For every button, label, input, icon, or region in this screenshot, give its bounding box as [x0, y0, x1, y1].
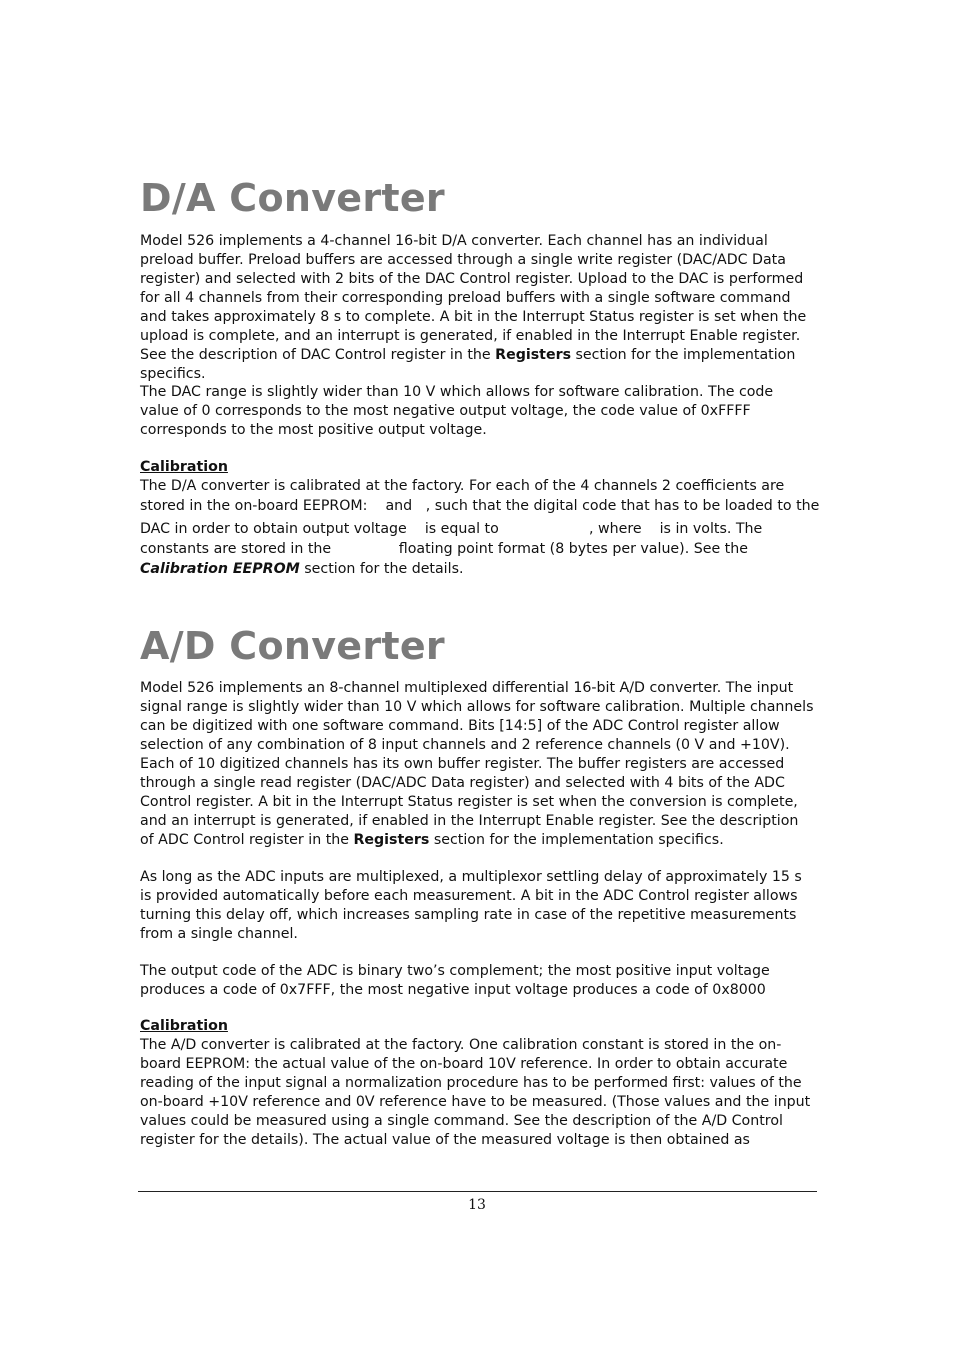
calibration-eeprom-ref: Calibration EEPROM	[140, 561, 300, 577]
ad-calibration-heading: Calibration	[140, 1018, 228, 1034]
ad-heading: A/D Converter	[140, 624, 445, 668]
ad-paragraph-3: The output code of the ADC is binary two’s complement; the most positive input voltage produces a code of 0x7FFF, the most negative input voltage produces a code of 0x8000	[140, 963, 770, 998]
da-paragraph-2: The DAC range is slightly wider than 10 V which allows for software calibration. The code value of 0 corresponds to the most negative output voltage, the code value of 0xFFFF corresponds to the most positive output voltage.	[140, 384, 774, 438]
da-paragraph-1	[140, 232, 816, 384]
da-calibration-line-3: DAC in order to obtain output voltage is equal to , where is in volts. The	[140, 521, 763, 537]
ad-paragraph-1	[140, 679, 816, 850]
da-heading: D/A Converter	[140, 176, 445, 220]
page-number: 13	[468, 1197, 486, 1213]
da-calibration-line-1: The D/A converter is calibrated at the factory. For each of the 4 channels 2 coefficients are	[140, 478, 785, 494]
ad-calibration-text: The A/D converter is calibrated at the factory. One calibration constant is stored in the on-board EEPROM: the actual value of the on-board 10V reference. In order to obtain accurate reading of the input signal a normalization procedure has to be performed first: values of the on-board +10V reference and 0V reference have to be measured. (Those values and the input values could be measured using a single command. See the description of the A/D Control register for the details). The actual value of the measured voltage is then obtained as	[140, 1037, 811, 1148]
registers-ref-2: Registers	[353, 832, 430, 848]
footer-divider	[138, 1191, 817, 1192]
ad-paragraph-1-tail: section for the implementation specifics.	[429, 832, 724, 848]
ad-paragraph-1-text: Model 526 implements an 8-channel multiplexed differential 16-bit A/D converter. The input signal range is slightly wider than 10 V which allows for software calibration. Multiple channels can be digitized with one software command. Bits [14:5] of the ADC Control register allow selection of any combination of 8 input channels and 2 reference channels (0 V and +10V). Each of 10 digitized channels has its own buffer register. The buffer registers are accessed through a single read register (DAC/ADC Data register) and selected with 4 bits of the ADC Control register. A bit in the Interrupt Status register is set when the conversion is complete, and an interrupt is generated, if enabled in the Interrupt Enable register. See the description of ADC Control register in the	[140, 680, 814, 848]
da-calibration-tail: section for the details.	[299, 561, 464, 577]
da-paragraph-1-text: Model 526 implements a 4-channel 16-bit D/A converter. Each channel has an individual preload buffer. Preload buffers are accessed through a single write register (DAC/ADC Data register) and selected with 2 bits of the DAC Control register. Upload to the DAC is performed for all 4 channels from their corresponding preload buffers with a single software command and takes approximately 8 s to complete. A bit in the Interrupt Status register is set when the upload is complete, and an interrupt is generated, if enabled in the Interrupt Enable register. See the description of DAC Control register in the	[140, 233, 807, 363]
da-calibration-line-4: constants are stored in the floating point format (8 bytes per value). See the	[140, 541, 748, 557]
registers-ref: Registers	[495, 347, 572, 363]
da-paragraph-1-tail: section for the implementation specifics.	[140, 347, 796, 382]
da-calibration-line-2: stored in the on-board EEPROM: and , such that the digital code that has to be loaded to the	[140, 498, 820, 514]
da-calibration-line-5	[140, 560, 816, 579]
da-calibration-heading: Calibration	[140, 459, 228, 475]
ad-paragraph-2: As long as the ADC inputs are multiplexed, a multiplexor settling delay of approximately 15 s is provided automatically before each measurement. A bit in the ADC Control register allows turning this delay off, which increases sampling rate in case of the repetitive measurements from a single channel.	[140, 869, 802, 942]
